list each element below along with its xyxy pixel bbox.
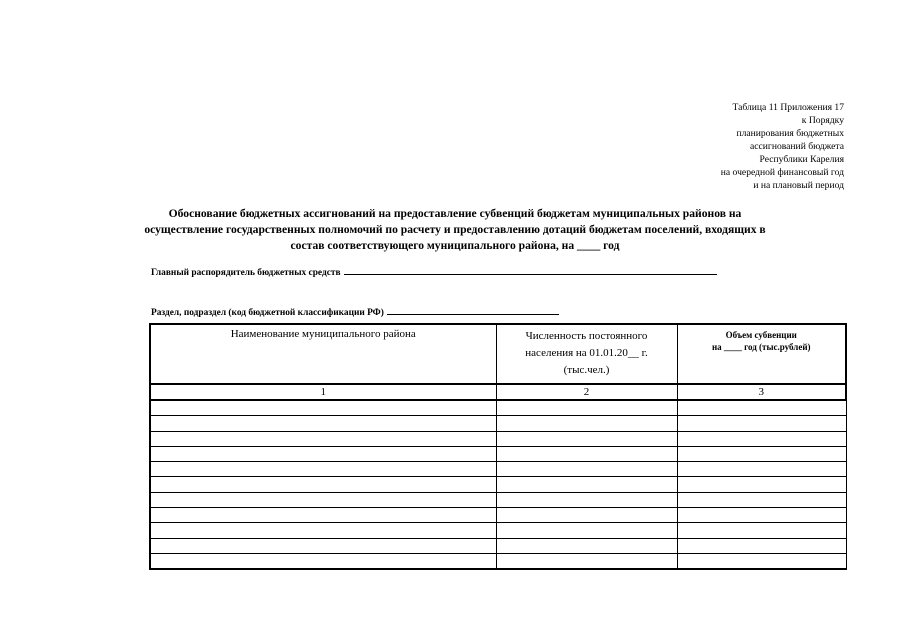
table-cell[interactable] [496, 431, 677, 446]
table-cell[interactable] [677, 431, 846, 446]
section-field [151, 305, 559, 318]
col3-header: Объем субвенции на ____ год (тыс.рублей) [677, 324, 846, 384]
table-cell[interactable] [677, 492, 846, 507]
appendix-line: и на плановый период [753, 180, 844, 191]
table-cell[interactable] [677, 416, 846, 431]
table-row [150, 508, 846, 523]
table-cell[interactable] [150, 523, 496, 538]
table-cell[interactable] [150, 416, 496, 431]
table-row [150, 462, 846, 477]
col1-header: Наименование муниципального района [150, 324, 496, 384]
table-row [150, 446, 846, 461]
table-cell[interactable] [496, 492, 677, 507]
table-cell[interactable] [677, 538, 846, 553]
table-cell[interactable] [150, 477, 496, 492]
table-row [150, 538, 846, 553]
subvention-table [149, 323, 847, 570]
table-row [150, 400, 846, 416]
table-row [150, 492, 846, 507]
appendix-line: Таблица 11 Приложения 17 [732, 102, 844, 113]
table-cell[interactable] [150, 400, 496, 416]
document-title [120, 206, 790, 254]
table-cell[interactable] [677, 508, 846, 523]
table-header-row [150, 324, 846, 384]
table-cell[interactable] [677, 553, 846, 569]
appendix-reference [721, 101, 844, 192]
table-cell[interactable] [496, 400, 677, 416]
table-cell[interactable] [150, 538, 496, 553]
table-cell[interactable] [677, 523, 846, 538]
table-cell[interactable] [496, 553, 677, 569]
title-line: состав соответствующего муниципального района, на ____ год [290, 239, 620, 252]
table-cell[interactable] [496, 508, 677, 523]
table-cell[interactable] [496, 462, 677, 477]
appendix-line: на очередной финансовый год [720, 167, 844, 178]
table-cell[interactable] [496, 523, 677, 538]
appendix-line: к Порядку [801, 115, 844, 126]
table-cell[interactable] [150, 492, 496, 507]
appendix-line: Республики Карелия [759, 154, 844, 165]
col-number: 3 [677, 384, 846, 400]
appendix-line: планирования бюджетных [736, 128, 844, 139]
title-line: Обоснование бюджетных ассигнований на предоставление субвенций бюджетам муниципальных районов на [168, 207, 742, 220]
table-cell[interactable] [150, 462, 496, 477]
table-row [150, 477, 846, 492]
main-manager-label: Главный распорядитель бюджетных средств [151, 268, 341, 278]
table-row [150, 431, 846, 446]
column-number-row [150, 384, 846, 400]
table-cell[interactable] [677, 446, 846, 461]
table-cell[interactable] [677, 400, 846, 416]
table-cell[interactable] [496, 416, 677, 431]
main-manager-field [151, 265, 717, 278]
main-manager-blank[interactable] [344, 265, 717, 275]
table-cell[interactable] [150, 508, 496, 523]
table-cell[interactable] [677, 462, 846, 477]
table-cell[interactable] [150, 431, 496, 446]
table-cell[interactable] [150, 446, 496, 461]
table-row [150, 416, 846, 431]
table-cell[interactable] [496, 538, 677, 553]
table-cell[interactable] [677, 477, 846, 492]
section-label: Раздел, подраздел (код бюджетной классификации РФ) [151, 308, 384, 318]
table-row [150, 553, 846, 569]
col-number: 1 [150, 384, 496, 400]
appendix-line: ассигнований бюджета [749, 141, 844, 152]
table-cell[interactable] [150, 553, 496, 569]
table-cell[interactable] [496, 446, 677, 461]
title-line: осуществление государственных полномочий по расчету и предоставлению дотаций бюджетам поселений, входящих в [144, 223, 766, 236]
col-number: 2 [496, 384, 677, 400]
table-cell[interactable] [496, 477, 677, 492]
table-row [150, 523, 846, 538]
section-blank[interactable] [387, 305, 559, 315]
col2-header: Численность постоянного населения на 01.01.20__ г. (тыс.чел.) [496, 324, 677, 384]
